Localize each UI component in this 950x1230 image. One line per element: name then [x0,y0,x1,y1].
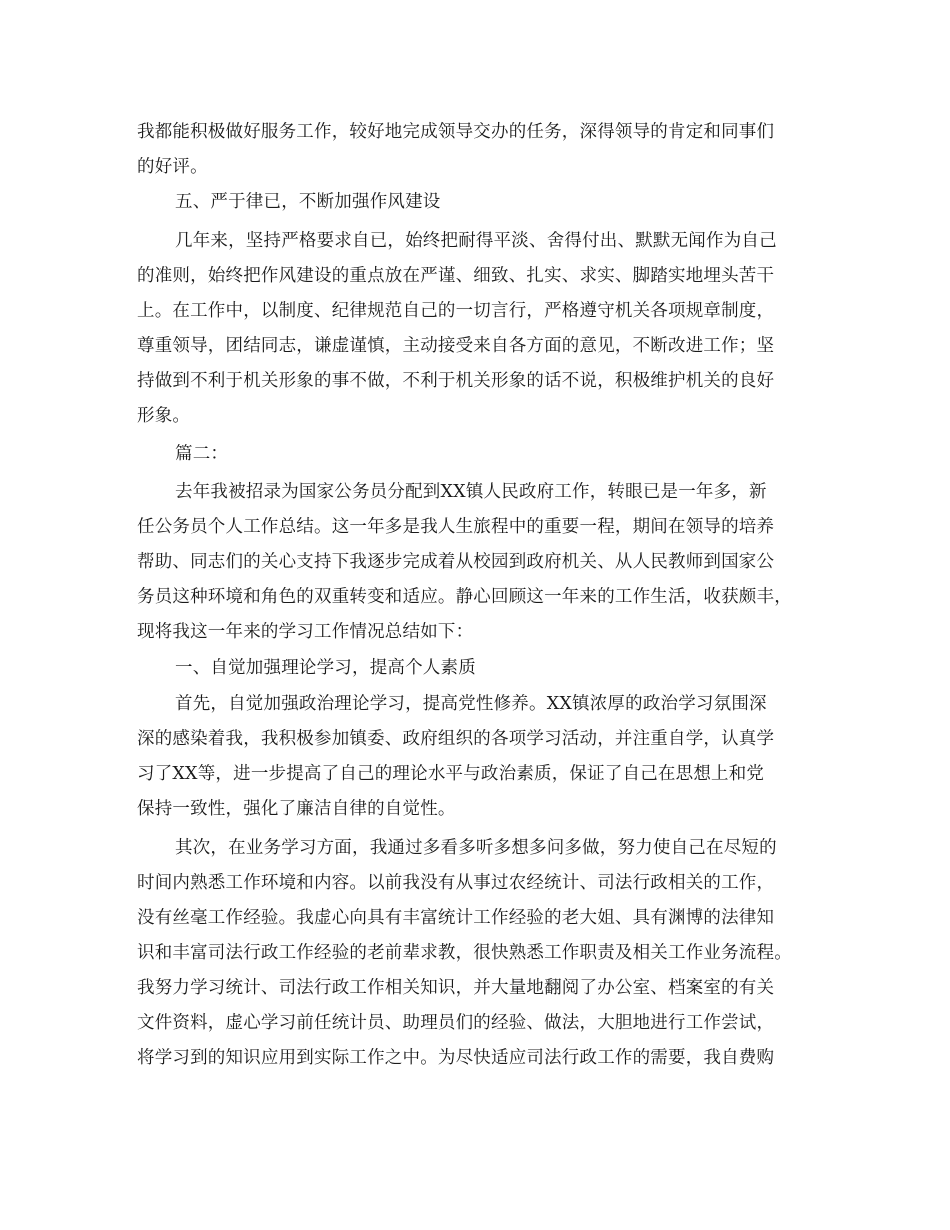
text-line: 识和丰富司法行政工作经验的老前辈求教，很快熟悉工作职责及相关工作业务流程。 [137,943,792,963]
text-line: 上。在工作中，以制度、纪律规范自己的一切言行，严格遵守机关各项规章制度， [137,301,775,321]
text-line: 形象。 [137,406,191,426]
text-line: 我都能积极做好服务工作，较好地完成领导交办的任务，深得领导的肯定和同事们 [137,122,775,142]
text-line: 任公务员个人工作总结。这一年多是我人生旅程中的重要一程，期间在领导的培养 [137,517,775,537]
text-line: 保持一致性，强化了廉洁自律的自觉性。 [137,799,456,819]
text-line: 深的感染着我，我积极参加镇委、政府组织的各项学习活动，并注重自学，认真学 [137,729,775,749]
text-line: 几年来，坚持严格要求自已，始终把耐得平淡、舍得付出、默默无闻作为自己 [175,231,777,251]
text-line: 将学习到的知识应用到实际工作之中。为尽快适应司法行政工作的需要，我自费购 [137,1048,775,1068]
text-line: 时间内熟悉工作环境和内容。以前我没有从事过农经统计、司法行政相关的工作， [137,873,775,893]
section-heading: 篇二： [175,444,229,464]
text-line: 的好评。 [137,157,208,177]
text-line: 我努力学习统计、司法行政工作相关知识，并大量地翻阅了办公室、档案室的有关 [137,978,775,998]
text-line: 持做到不利于机关形象的事不做，不利于机关形象的话不说，积极维护机关的良好 [137,371,775,391]
text-line: 首先，自觉加强政治理论学习，提高党性修养。XX镇浓厚的政治学习氛围深 [175,694,767,714]
text-line: 去年我被招录为国家公务员分配到XX镇人民政府工作，转眼已是一年多，新 [175,482,767,502]
text-line: 的准则，始终把作风建设的重点放在严谨、细致、扎实、求实、脚踏实地埋头苦干 [137,266,775,286]
text-line: 其次，在业务学习方面，我通过多看多听多想多问多做，努力使自己在尽短的 [175,838,777,858]
text-line: 尊重领导，团结同志，谦虚谨慎，主动接受来自各方面的意见，不断改进工作；坚 [137,336,775,356]
text-line: 文件资料，虚心学习前任统计员、助理员们的经验、做法，大胆地进行工作尝试， [137,1013,775,1033]
text-line: 习了XX等，进一步提高了自己的理论水平与政治素质，保证了自己在思想上和党 [137,764,765,784]
section-heading: 五、严于律已，不断加强作风建设 [175,192,441,212]
text-line: 现将我这一年来的学习工作情况总结如下： [137,622,474,642]
text-line: 没有丝毫工作经验。我虚心向具有丰富统计工作经验的老大姐、具有渊博的法律知 [137,908,775,928]
text-line: 务员这种环境和角色的双重转变和适应。静心回顾这一年来的工作生活，收获颇丰， [137,587,792,607]
text-line: 帮助、同志们的关心支持下我逐步完成着从校园到政府机关、从人民教师到国家公 [137,552,775,572]
section-heading: 一、自觉加强理论学习，提高个人素质 [175,658,476,678]
